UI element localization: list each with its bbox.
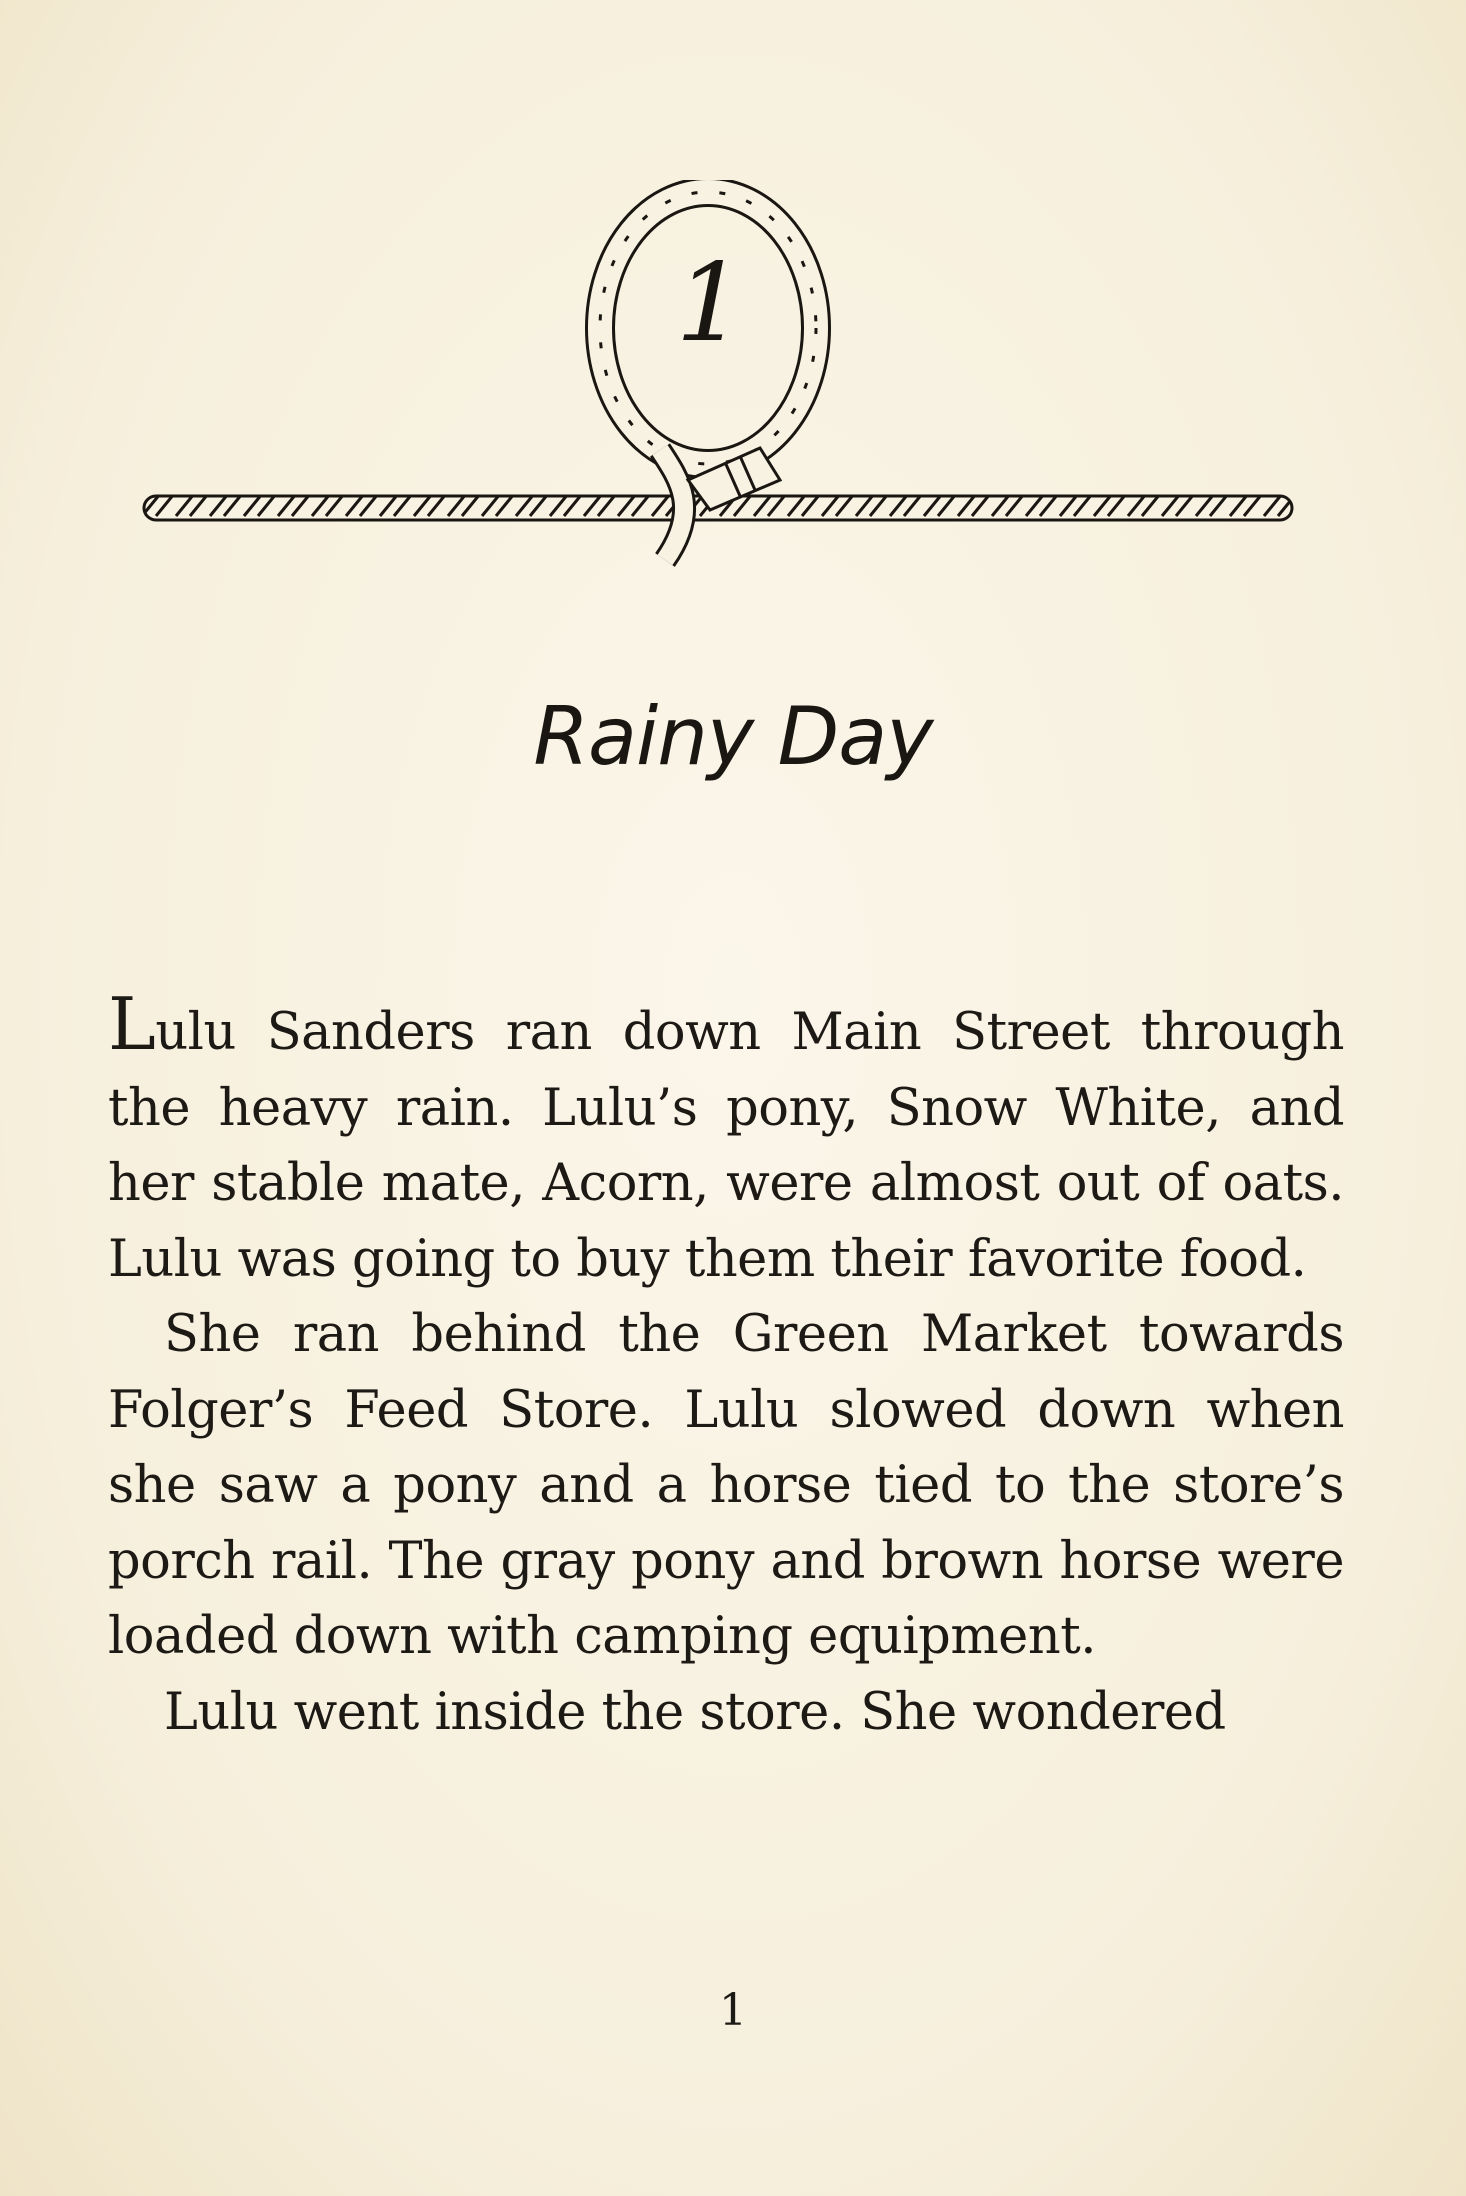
- chapter-title: Rainy Day: [533, 690, 933, 783]
- paragraph-2: She ran behind the Green Market towards Folger’s Feed Store. Lulu slowed down when she saw a pony and a horse tied to the store’s porch rail. The gray pony and brown horse were loaded down with camping equipment.: [108, 1305, 1344, 1666]
- paragraph-1: [108, 982, 1344, 1297]
- paragraph-1-text: ulu Sanders ran down Main Street through the heavy rain. Lulu’s pony, Snow White, and her stable mate, Acorn, were almost out of oats. Lulu was going to buy them their favorite food.: [108, 1003, 1344, 1289]
- chapter-body: [108, 982, 1344, 1750]
- bleed-through-text: [120, 110, 1350, 185]
- drop-cap: L: [108, 982, 156, 1066]
- paragraph-3: Lulu went inside the store. She wondered: [164, 1682, 1226, 1742]
- rope-lasso-ornament: [140, 180, 1320, 580]
- chapter-number: 1: [675, 241, 745, 366]
- page-number: 1: [719, 1985, 747, 2036]
